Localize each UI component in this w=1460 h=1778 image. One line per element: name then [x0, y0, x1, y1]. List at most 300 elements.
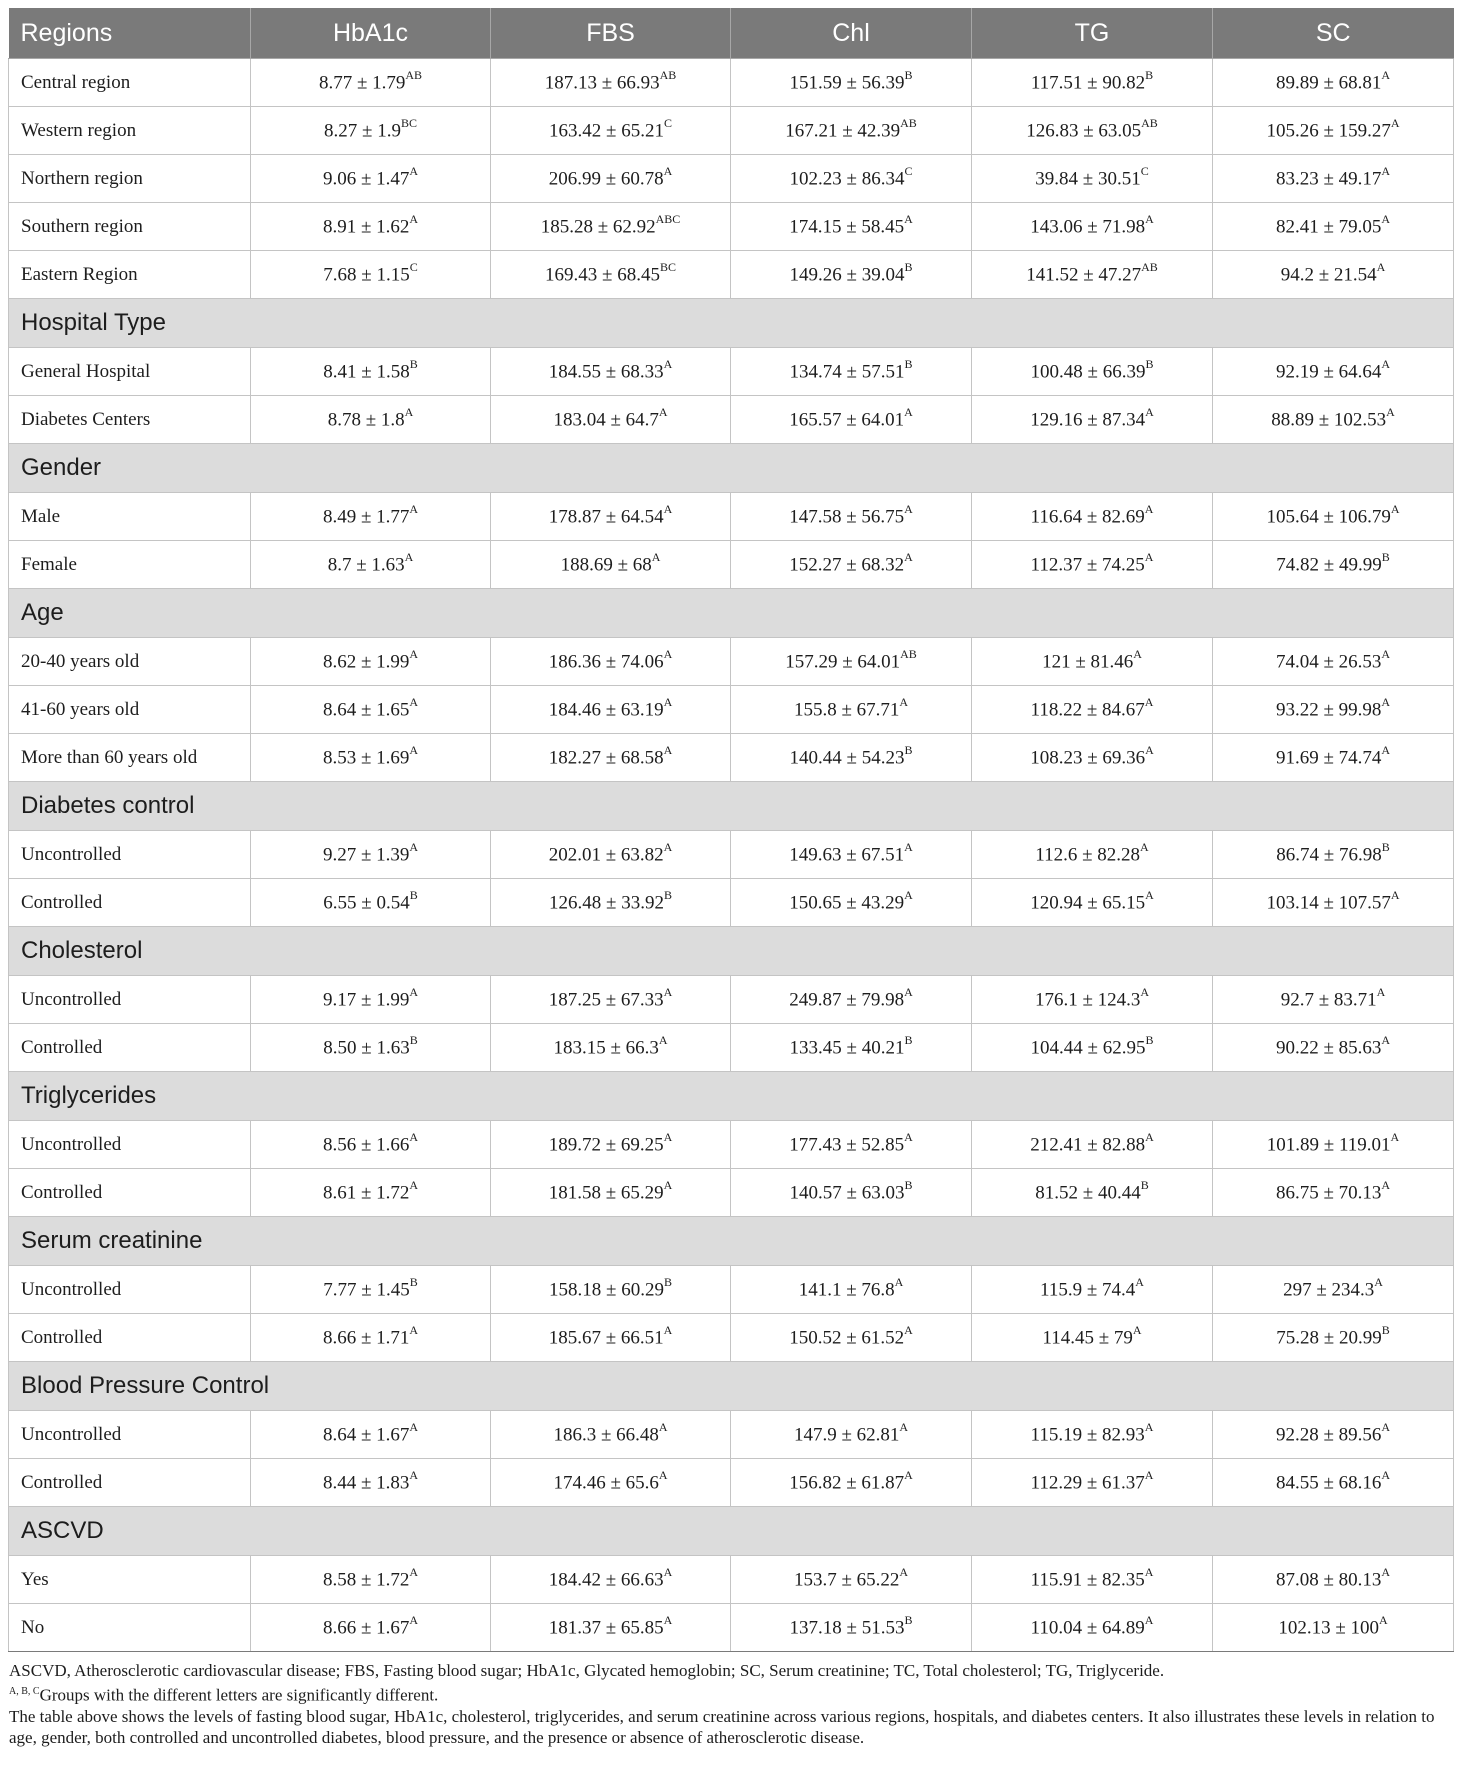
significance-letter: A — [1381, 164, 1391, 179]
cell-value: 165.57 ± 64.01 — [789, 409, 905, 431]
cell-value: 174.15 ± 58.45 — [789, 216, 905, 238]
cell-value: 103.14 ± 107.57 — [1266, 892, 1391, 914]
significance-letter: A — [409, 1130, 419, 1145]
significance-letter: A — [658, 405, 668, 420]
cell-value: 155.8 ± 67.71 — [793, 699, 900, 721]
significance-letter: A — [409, 1468, 419, 1483]
significance-letter: BC — [400, 116, 417, 131]
header-row — [9, 8, 1454, 59]
group-header-label: Gender — [9, 444, 1454, 493]
significance-letter: A — [1145, 1130, 1154, 1145]
significance-letter: A — [409, 1323, 419, 1338]
value-cell — [251, 1121, 491, 1169]
value-cell — [491, 1459, 731, 1507]
significance-letter: C — [663, 116, 672, 131]
value-cell — [1213, 831, 1454, 879]
value-cell — [491, 396, 731, 444]
cell-value: 8.61 ± 1.72 — [322, 1182, 410, 1204]
significance-letter: A — [1386, 405, 1395, 420]
cell-value: 189.72 ± 69.25 — [548, 1134, 664, 1156]
row-label: 20-40 years old — [9, 638, 251, 686]
significance-letter: A — [904, 405, 913, 420]
significance-letter: A — [658, 1033, 668, 1048]
row-label: 41-60 years old — [9, 686, 251, 734]
cell-value: 7.68 ± 1.15 — [323, 264, 410, 286]
cell-value: 92.7 ± 83.71 — [1280, 989, 1377, 1011]
value-cell — [491, 976, 731, 1024]
cell-value: 178.87 ± 64.54 — [548, 506, 664, 528]
significance-letter: A — [1381, 647, 1391, 662]
significance-letter: A — [663, 1565, 673, 1580]
cell-value: 8.58 ± 1.72 — [322, 1569, 410, 1591]
value-cell — [491, 1169, 731, 1217]
table-row — [9, 155, 1454, 203]
table-header — [9, 8, 1454, 59]
value-cell — [251, 155, 491, 203]
value-cell — [251, 396, 491, 444]
row-label: Controlled — [9, 1459, 251, 1507]
significance-letter: AB — [1141, 116, 1158, 131]
cell-value: 152.27 ± 68.32 — [789, 554, 905, 576]
significance-letter: A — [904, 888, 913, 903]
table-row — [9, 976, 1454, 1024]
cell-value: 94.2 ± 21.54 — [1280, 264, 1377, 286]
cell-value: 88.89 ± 102.53 — [1271, 409, 1387, 431]
significance-letter: B — [663, 888, 672, 903]
group-header-label: Diabetes control — [9, 782, 1454, 831]
value-cell — [731, 734, 972, 782]
cell-value: 184.55 ± 68.33 — [548, 361, 664, 383]
value-cell — [1213, 251, 1454, 299]
significance-letter: A — [409, 1565, 419, 1580]
significance-letter: A — [1381, 212, 1391, 227]
significance-letter: B — [904, 1178, 913, 1193]
significance-letter: B — [409, 888, 418, 903]
row-label: Western region — [9, 107, 251, 155]
significance-letter: B — [904, 1613, 913, 1628]
significance-letter: C — [409, 260, 418, 275]
cell-value: 206.99 ± 60.78 — [548, 168, 664, 190]
significance-letter: B — [1140, 1178, 1149, 1193]
group-header-row — [9, 1362, 1454, 1411]
significance-letter: A — [1381, 1033, 1391, 1048]
table-row — [9, 203, 1454, 251]
column-header-tg: TG — [972, 8, 1213, 59]
table-row — [9, 1169, 1454, 1217]
cell-value: 185.67 ± 66.51 — [548, 1327, 664, 1349]
value-cell — [972, 59, 1213, 107]
cell-value: 156.82 ± 61.87 — [789, 1472, 905, 1494]
value-cell — [251, 1314, 491, 1362]
significance-letter: A — [663, 357, 673, 372]
cell-value: 149.63 ± 67.51 — [789, 844, 905, 866]
cell-value: 105.64 ± 106.79 — [1266, 506, 1391, 528]
value-cell — [1213, 638, 1454, 686]
significance-letter: A — [409, 695, 419, 710]
significance-letter: A — [409, 1420, 419, 1435]
cell-value: 181.58 ± 65.29 — [548, 1182, 664, 1204]
value-cell — [491, 107, 731, 155]
table-row — [9, 348, 1454, 396]
column-header-sc: SC — [1213, 8, 1454, 59]
group-header-label: Triglycerides — [9, 1072, 1454, 1121]
document — [8, 8, 1453, 1748]
value-cell — [1213, 1556, 1454, 1604]
cell-value: 82.41 ± 79.05 — [1275, 216, 1382, 238]
significance-letter: A — [1381, 68, 1391, 83]
significance-letter: A — [663, 985, 673, 1000]
significance-letter: A — [1379, 1613, 1388, 1628]
cell-value: 169.43 ± 68.45 — [545, 264, 660, 286]
value-cell — [731, 1314, 972, 1362]
significance-letter: A — [1144, 550, 1154, 565]
cell-value: 174.46 ± 65.6 — [553, 1472, 659, 1494]
table-row — [9, 831, 1454, 879]
significance-letter: A — [904, 1468, 913, 1483]
value-cell — [1213, 1024, 1454, 1072]
value-cell — [972, 348, 1213, 396]
significance-letter: A — [409, 1178, 419, 1193]
cell-value: 151.59 ± 56.39 — [789, 72, 905, 94]
value-cell — [731, 638, 972, 686]
significance-letter: B — [904, 68, 913, 83]
cell-value: 212.41 ± 82.88 — [1030, 1134, 1146, 1156]
value-cell — [491, 155, 731, 203]
cell-value: 117.51 ± 90.82 — [1030, 72, 1146, 94]
significance-letter: B — [904, 743, 913, 758]
row-label: Controlled — [9, 1024, 251, 1072]
value-cell — [491, 1266, 731, 1314]
significance-letter: A — [904, 1323, 913, 1338]
table-row — [9, 1121, 1454, 1169]
significance-letter: A — [904, 502, 913, 517]
value-cell — [972, 638, 1213, 686]
cell-value: 86.74 ± 76.98 — [1276, 844, 1382, 866]
cell-value: 143.06 ± 71.98 — [1030, 216, 1146, 238]
cell-value: 115.19 ± 82.93 — [1030, 1424, 1145, 1446]
cell-value: 147.58 ± 56.75 — [789, 506, 905, 528]
significance-letter: A — [1145, 888, 1154, 903]
row-label: No — [9, 1604, 251, 1652]
cell-value: 185.28 ± 62.92 — [540, 216, 656, 238]
value-cell — [731, 493, 972, 541]
cell-value: 84.55 ± 68.16 — [1275, 1472, 1382, 1494]
group-header-row — [9, 1217, 1454, 1266]
value-cell — [972, 1024, 1213, 1072]
value-cell — [491, 1121, 731, 1169]
significance-letter: A — [1381, 1178, 1391, 1193]
significance-letter: A — [663, 840, 673, 855]
significance-letter: A — [409, 502, 419, 517]
cell-value: 158.18 ± 60.29 — [549, 1279, 664, 1301]
table-row — [9, 107, 1454, 155]
cell-value: 86.75 ± 70.13 — [1275, 1182, 1382, 1204]
cell-value: 8.44 ± 1.83 — [322, 1472, 410, 1494]
significance-letter: BC — [659, 260, 676, 275]
significance-letter: B — [1145, 357, 1154, 372]
table-row — [9, 1266, 1454, 1314]
cell-value: 104.44 ± 62.95 — [1030, 1037, 1146, 1059]
significance-letter: A — [904, 985, 913, 1000]
cell-value: 147.9 ± 62.81 — [793, 1424, 900, 1446]
value-cell — [491, 541, 731, 589]
group-header-row — [9, 782, 1454, 831]
table-row — [9, 1556, 1454, 1604]
cell-value: 83.23 ± 49.17 — [1275, 168, 1382, 190]
cell-value: 202.01 ± 63.82 — [548, 844, 664, 866]
cell-value: 186.3 ± 66.48 — [553, 1424, 659, 1446]
cell-value: 115.91 ± 82.35 — [1030, 1569, 1145, 1591]
column-header-regions: Regions — [9, 8, 251, 59]
cell-value: 118.22 ± 84.67 — [1030, 699, 1145, 721]
significance-letter: A — [663, 1130, 673, 1145]
significance-letter: A — [1144, 1468, 1154, 1483]
cell-value: 115.9 ± 74.4 — [1040, 1279, 1136, 1301]
cell-value: 8.7 ± 1.63 — [327, 554, 405, 576]
value-cell — [972, 1411, 1213, 1459]
cell-value: 8.50 ± 1.63 — [323, 1037, 410, 1059]
cell-value: 112.6 ± 82.28 — [1035, 844, 1141, 866]
row-label: General Hospital — [9, 348, 251, 396]
significance-letter: B — [904, 357, 913, 372]
value-cell — [731, 348, 972, 396]
cell-value: 150.52 ± 61.52 — [789, 1327, 905, 1349]
value-cell — [972, 203, 1213, 251]
cell-value: 6.55 ± 0.54 — [323, 892, 410, 914]
value-cell — [731, 251, 972, 299]
significance-letter: A — [409, 985, 419, 1000]
value-cell — [1213, 59, 1454, 107]
value-cell — [972, 493, 1213, 541]
table-footnotes — [8, 1660, 1453, 1748]
value-cell — [731, 686, 972, 734]
value-cell — [1213, 1121, 1454, 1169]
cell-value: 100.48 ± 66.39 — [1030, 361, 1146, 383]
row-label: Central region — [9, 59, 251, 107]
value-cell — [972, 734, 1213, 782]
cell-value: 90.22 ± 85.63 — [1275, 1037, 1382, 1059]
row-label: Uncontrolled — [9, 1121, 251, 1169]
row-label: Uncontrolled — [9, 1411, 251, 1459]
value-cell — [1213, 107, 1454, 155]
cell-value: 157.29 ± 64.01 — [785, 651, 901, 673]
cell-value: 182.27 ± 68.58 — [548, 747, 664, 769]
table-row — [9, 541, 1454, 589]
significance-letter: A — [404, 405, 414, 420]
value-cell — [491, 1556, 731, 1604]
cell-value: 8.56 ± 1.66 — [322, 1134, 410, 1156]
value-cell — [972, 396, 1213, 444]
cell-value: 150.65 ± 43.29 — [789, 892, 905, 914]
footnote-abbreviations: ASCVD, Atherosclerotic cardiovascular disease; FBS, Fasting blood sugar; HbA1c, Glycated hemoglobin; SC, Serum creatinine; TC, Total cholesterol; TG, Triglyceride. — [9, 1661, 1165, 1680]
table-body — [9, 59, 1454, 1652]
value-cell — [731, 831, 972, 879]
significance-letter: AB — [405, 68, 423, 83]
value-cell — [972, 1314, 1213, 1362]
significance-letter: C — [1140, 164, 1149, 179]
cell-value: 74.82 ± 49.99 — [1276, 554, 1382, 576]
value-cell — [1213, 1169, 1454, 1217]
cell-value: 101.89 ± 119.01 — [1266, 1134, 1391, 1156]
cell-value: 92.28 ± 89.56 — [1275, 1424, 1382, 1446]
cell-value: 8.64 ± 1.65 — [322, 699, 410, 721]
row-label: Uncontrolled — [9, 1266, 251, 1314]
value-cell — [1213, 686, 1454, 734]
significance-letter: A — [1144, 1565, 1154, 1580]
group-header-row — [9, 299, 1454, 348]
cell-value: 89.89 ± 68.81 — [1275, 72, 1382, 94]
significance-letter: A — [899, 1420, 909, 1435]
value-cell — [1213, 976, 1454, 1024]
value-cell — [972, 541, 1213, 589]
cell-value: 187.25 ± 67.33 — [548, 989, 664, 1011]
cell-value: 183.15 ± 66.3 — [553, 1037, 659, 1059]
value-cell — [251, 348, 491, 396]
cell-value: 8.27 ± 1.9 — [324, 120, 401, 142]
cell-value: 129.16 ± 87.34 — [1030, 409, 1146, 431]
table-row — [9, 251, 1454, 299]
value-cell — [251, 1169, 491, 1217]
significance-letter: AB — [659, 68, 677, 83]
value-cell — [972, 1556, 1213, 1604]
value-cell — [972, 1266, 1213, 1314]
significance-letter: A — [663, 1613, 673, 1628]
significance-letter: A — [1381, 1468, 1391, 1483]
cell-value: 183.04 ± 64.7 — [553, 409, 659, 431]
value-cell — [1213, 203, 1454, 251]
value-cell — [251, 493, 491, 541]
value-cell — [491, 493, 731, 541]
significance-letter: A — [1390, 1130, 1400, 1145]
footnote-letters — [9, 1681, 1453, 1706]
cell-value: 249.87 ± 79.98 — [789, 989, 905, 1011]
cell-value: 163.42 ± 65.21 — [549, 120, 664, 142]
row-label: Northern region — [9, 155, 251, 203]
value-cell — [251, 1266, 491, 1314]
value-cell — [731, 1604, 972, 1652]
cell-value: 8.77 ± 1.79 — [318, 72, 406, 94]
cell-value: 181.37 ± 65.85 — [548, 1617, 664, 1639]
cell-value: 93.22 ± 99.98 — [1275, 699, 1382, 721]
value-cell — [1213, 1459, 1454, 1507]
value-cell — [731, 155, 972, 203]
value-cell — [251, 1024, 491, 1072]
significance-letter: B — [1381, 840, 1390, 855]
significance-letter: A — [663, 743, 673, 758]
significance-letter: B — [1145, 68, 1154, 83]
significance-letter: A — [1390, 888, 1400, 903]
value-cell — [491, 203, 731, 251]
value-cell — [251, 1411, 491, 1459]
cell-value: 137.18 ± 51.53 — [789, 1617, 905, 1639]
significance-letter: B — [1381, 1323, 1390, 1338]
significance-letter: A — [1374, 1275, 1383, 1290]
value-cell — [972, 107, 1213, 155]
value-cell — [972, 1604, 1213, 1652]
group-header-row — [9, 444, 1454, 493]
significance-letter: A — [404, 550, 414, 565]
significance-letter: A — [1132, 1323, 1142, 1338]
value-cell — [731, 1266, 972, 1314]
value-cell — [491, 879, 731, 927]
value-cell — [972, 879, 1213, 927]
significance-letter: AB — [900, 647, 917, 662]
significance-letter: A — [1381, 695, 1391, 710]
significance-letter: A — [1140, 840, 1149, 855]
value-cell — [972, 1121, 1213, 1169]
table-row — [9, 638, 1454, 686]
significance-letter: A — [651, 550, 661, 565]
value-cell — [731, 396, 972, 444]
value-cell — [491, 251, 731, 299]
table-row — [9, 1604, 1454, 1652]
row-label: Southern region — [9, 203, 251, 251]
table-row — [9, 396, 1454, 444]
significance-letter: A — [1144, 1420, 1154, 1435]
value-cell — [731, 976, 972, 1024]
column-header-chl: Chl — [731, 8, 972, 59]
row-label: Uncontrolled — [9, 976, 251, 1024]
cell-value: 126.48 ± 33.92 — [549, 892, 664, 914]
significance-letter: A — [1381, 743, 1391, 758]
value-cell — [972, 1459, 1213, 1507]
significance-letter: A — [1133, 647, 1142, 662]
value-cell — [731, 1459, 972, 1507]
significance-letter: A — [409, 647, 419, 662]
cell-value: 8.64 ± 1.67 — [322, 1424, 410, 1446]
significance-letter: A — [1144, 1613, 1154, 1628]
significance-letter: A — [409, 212, 419, 227]
row-label: More than 60 years old — [9, 734, 251, 782]
value-cell — [972, 1169, 1213, 1217]
significance-letter: AB — [1141, 260, 1158, 275]
table-row — [9, 879, 1454, 927]
significance-letter: B — [663, 1275, 672, 1290]
results-table — [8, 8, 1454, 1652]
significance-letter: B — [409, 1033, 418, 1048]
value-cell — [972, 831, 1213, 879]
value-cell — [251, 107, 491, 155]
group-header-label: Age — [9, 589, 1454, 638]
cell-value: 184.46 ± 63.19 — [548, 699, 664, 721]
row-label: Uncontrolled — [9, 831, 251, 879]
significance-letter: AB — [900, 116, 917, 131]
value-cell — [731, 541, 972, 589]
cell-value: 141.52 ± 47.27 — [1026, 264, 1142, 286]
value-cell — [251, 638, 491, 686]
table-row — [9, 493, 1454, 541]
significance-letter: A — [1376, 260, 1386, 275]
cell-value: 74.04 ± 26.53 — [1275, 651, 1382, 673]
cell-value: 102.23 ± 86.34 — [789, 168, 905, 190]
significance-letter: A — [1381, 357, 1391, 372]
cell-value: 116.64 ± 82.69 — [1030, 506, 1145, 528]
significance-letter: A — [663, 647, 673, 662]
table-row — [9, 734, 1454, 782]
cell-value: 188.69 ± 68 — [560, 554, 652, 576]
cell-value: 8.91 ± 1.62 — [322, 216, 410, 238]
table-row — [9, 1024, 1454, 1072]
footnote-letters-text: Groups with the different letters are significantly different. — [39, 1685, 439, 1705]
table-row — [9, 686, 1454, 734]
value-cell — [1213, 493, 1454, 541]
cell-value: 9.27 ± 1.39 — [322, 844, 410, 866]
cell-value: 81.52 ± 40.44 — [1035, 1182, 1141, 1204]
value-cell — [491, 831, 731, 879]
significance-letter: A — [899, 1565, 909, 1580]
significance-letter: B — [1381, 550, 1390, 565]
cell-value: 186.36 ± 74.06 — [548, 651, 664, 673]
